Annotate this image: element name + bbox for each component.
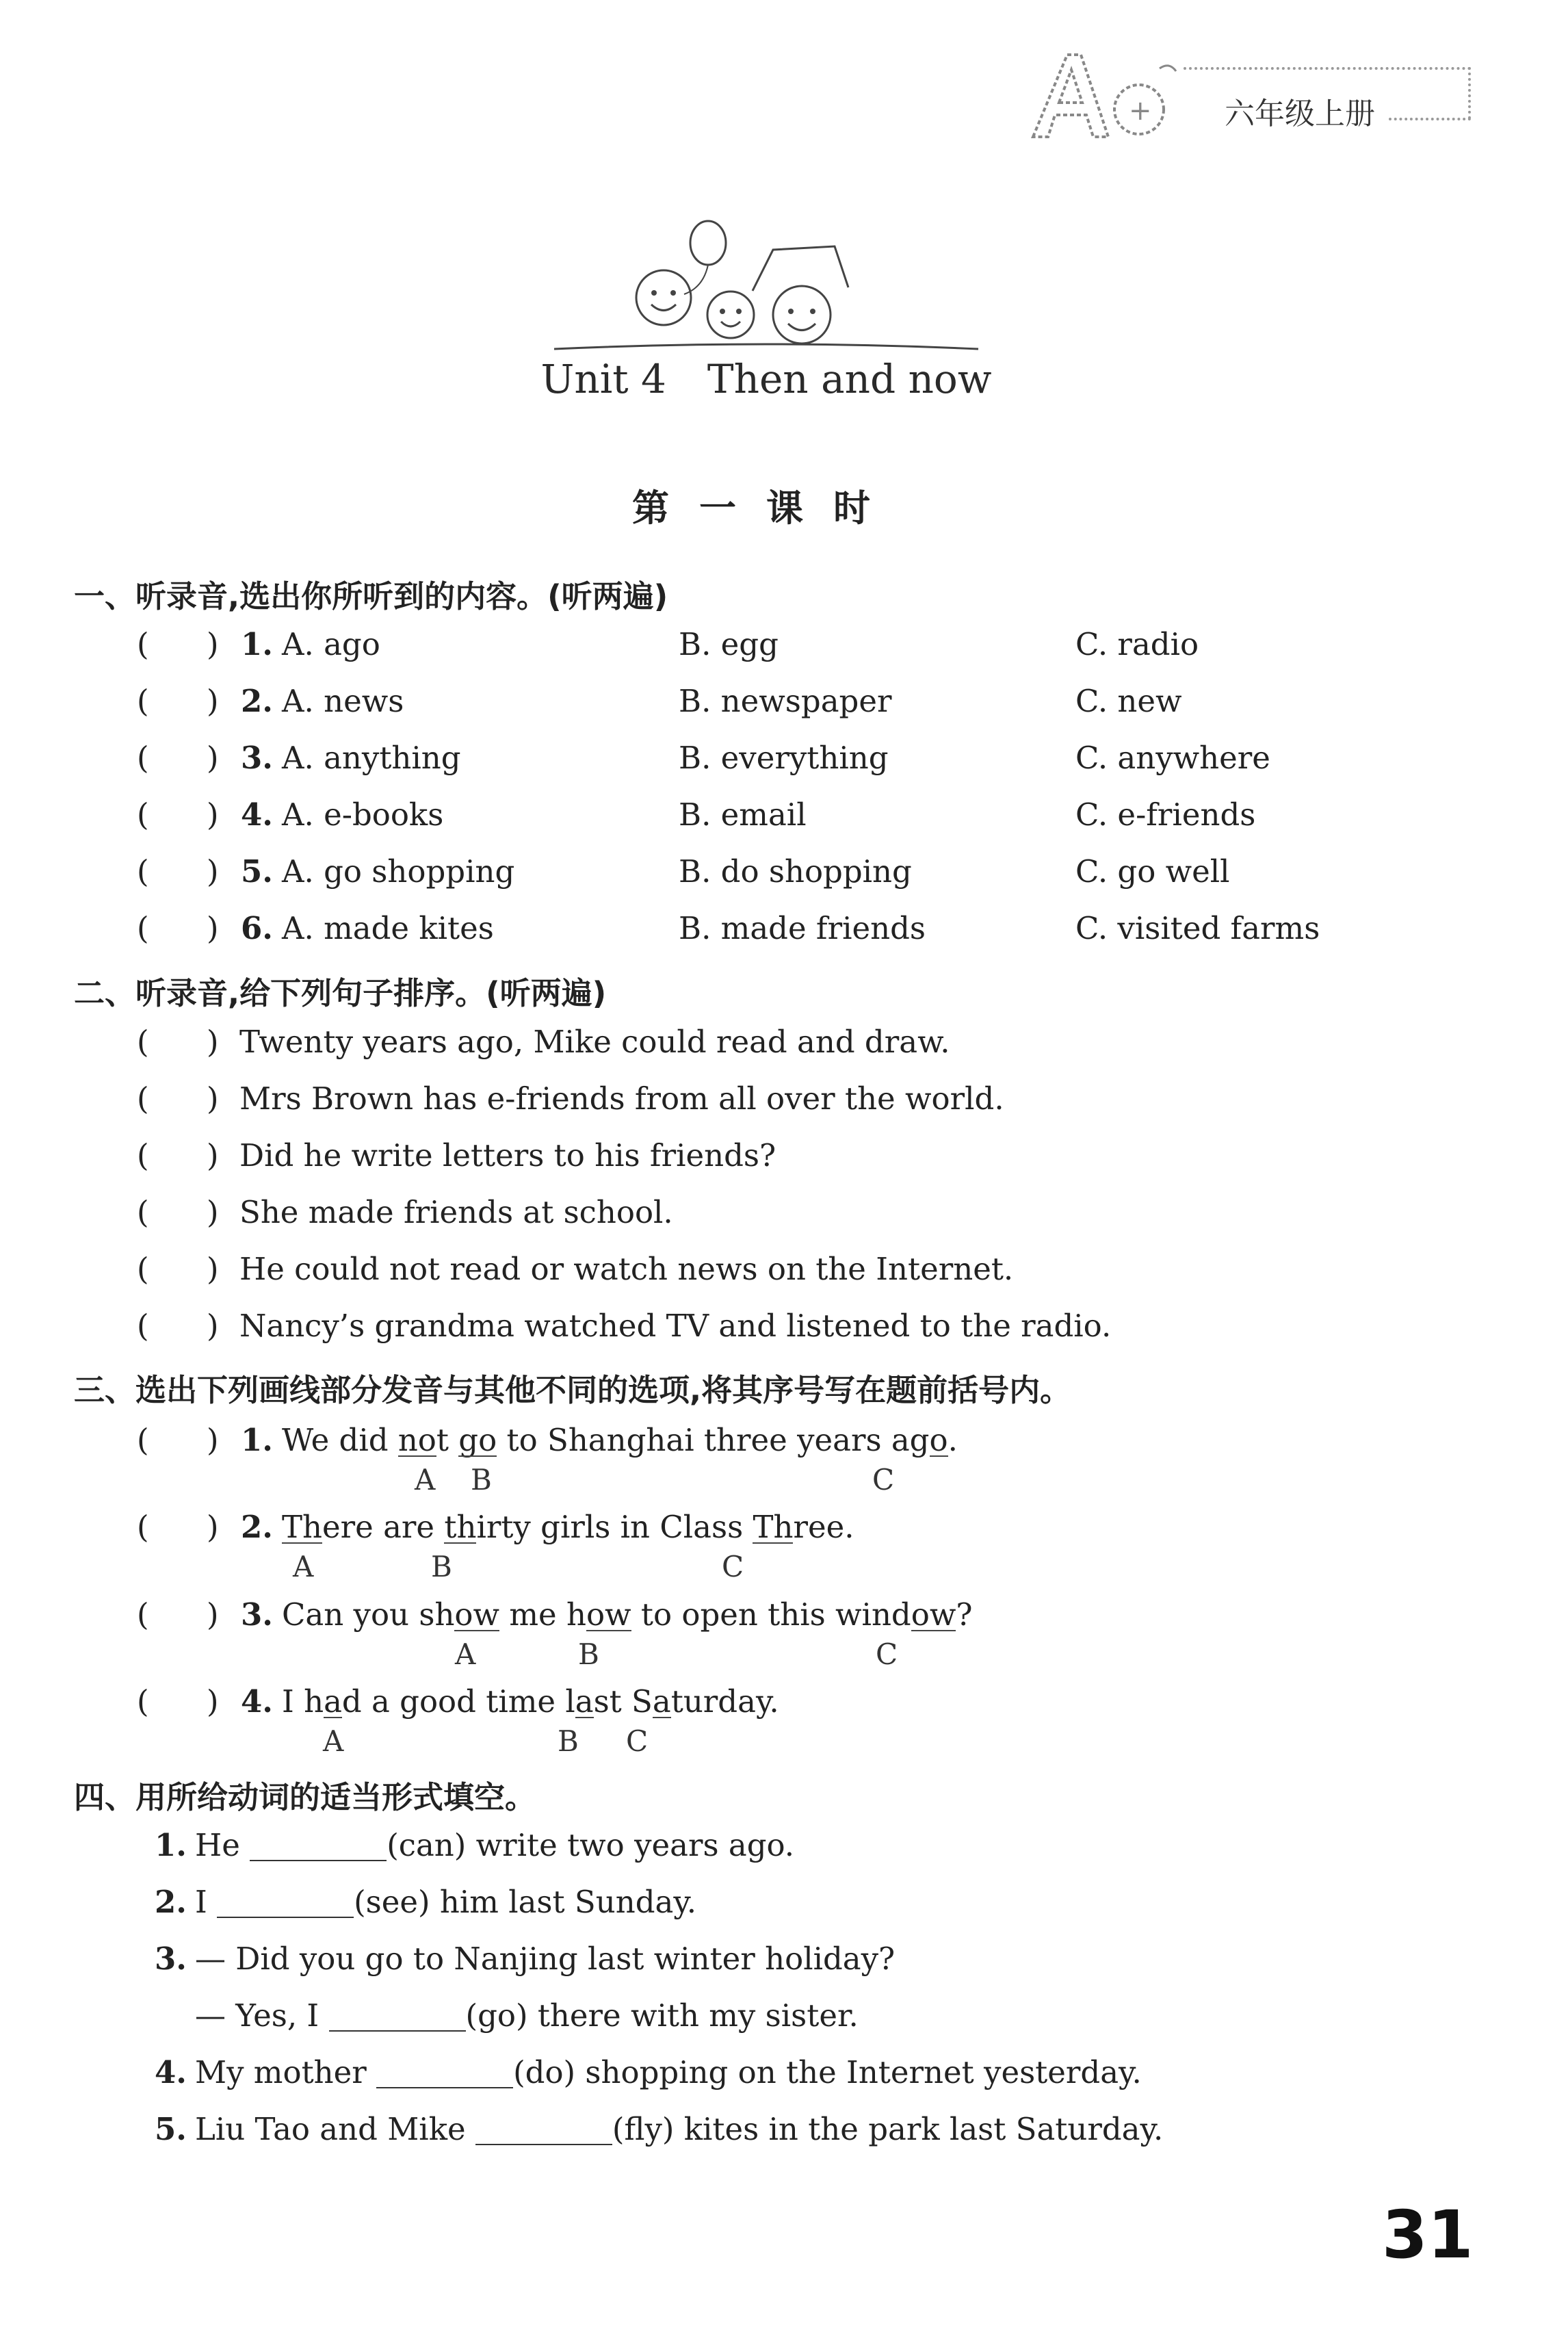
mark-a: A — [455, 1637, 476, 1671]
a-plus-logo-icon — [1019, 41, 1197, 144]
item-number: 4. — [241, 1683, 273, 1720]
answer-paren-close: ) — [207, 1596, 219, 1633]
header-dotted-line — [1468, 67, 1471, 119]
answer-paren-open: ( — [137, 910, 149, 946]
mark-b: B — [431, 1550, 452, 1583]
list-item — [0, 796, 1568, 844]
underlined-part-b: ow — [586, 1596, 631, 1633]
header-dotted-line — [1389, 118, 1471, 120]
list-item — [0, 740, 1568, 788]
sentence: Did he write letters to his friends? — [239, 1137, 776, 1174]
option-c: C. go well — [1075, 853, 1230, 890]
answer-paren-close: ) — [207, 1024, 219, 1060]
list-item — [0, 1683, 1568, 1731]
section-1-heading: 一、听录音,选出你所听到的内容。(听两遍) — [74, 578, 668, 614]
svg-text:+: + — [1129, 95, 1152, 127]
item-number: 2. — [241, 1509, 273, 1545]
list-item — [0, 1997, 1568, 2045]
underlined-part-b: go — [458, 1422, 497, 1458]
question-sentence: We did not go to Shanghai three years ago. — [282, 1422, 958, 1458]
list-item — [0, 1827, 1568, 1875]
list-item — [0, 1137, 1568, 1185]
fill-sentence: He (can) write two years ago. — [195, 1827, 795, 1863]
answer-paren-open: ( — [137, 1251, 149, 1287]
fill-sentence: My mother (do) shopping on the Internet yesterday. — [195, 2054, 1142, 2090]
section-2-heading: 二、听录音,给下列句子排序。(听两遍) — [74, 975, 607, 1011]
item-number: 3. — [241, 740, 273, 776]
underlined-part-c: a — [652, 1683, 671, 1720]
underlined-part-c: o — [929, 1422, 948, 1458]
unit-title — [0, 356, 1532, 402]
option-a: A. ago — [282, 626, 380, 662]
answer-paren-open: ( — [137, 1194, 149, 1230]
option-a: A. go shopping — [282, 853, 515, 890]
list-item — [0, 1941, 1568, 1988]
mark-c: C — [876, 1637, 898, 1671]
answer-paren-open: ( — [137, 796, 149, 833]
answer-paren-close: ) — [207, 1194, 219, 1230]
answer-paren-open: ( — [137, 683, 149, 719]
answer-blank[interactable] — [475, 2115, 612, 2145]
header-dotted-line — [1184, 67, 1471, 70]
list-item — [0, 683, 1568, 731]
answer-paren-close: ) — [207, 1080, 219, 1117]
option-a: A. made kites — [282, 910, 494, 946]
option-c: C. new — [1075, 683, 1182, 719]
fill-sentence: — Yes, I (go) there with my sister. — [195, 1997, 859, 2034]
answer-paren-open: ( — [137, 1080, 149, 1117]
underlined-part-a: no — [397, 1422, 436, 1458]
question-sentence: There are thirty girls in Class Three. — [282, 1509, 854, 1545]
underlined-part-a: Th — [282, 1509, 322, 1545]
section-4-heading: 四、用所给动词的适当形式填空。 — [74, 1779, 536, 1815]
list-item — [0, 853, 1568, 901]
list-item — [0, 1080, 1568, 1128]
item-number: 4. — [241, 796, 273, 833]
mark-b: B — [558, 1724, 579, 1758]
answer-paren-close: ) — [207, 1137, 219, 1174]
answer-paren-open: ( — [137, 740, 149, 776]
underlined-part-c: Th — [753, 1509, 794, 1545]
answer-paren-open: ( — [137, 1308, 149, 1344]
underlined-part-a: a — [324, 1683, 342, 1720]
answer-paren-close: ) — [207, 853, 219, 890]
list-item — [0, 626, 1568, 674]
option-b: B. email — [679, 796, 807, 833]
answer-paren-close: ) — [207, 740, 219, 776]
item-number: 2. — [155, 1884, 187, 1920]
answer-paren-close: ) — [207, 626, 219, 662]
option-b: B. egg — [679, 626, 779, 662]
item-number: 1. — [241, 626, 273, 662]
list-item — [0, 1596, 1568, 1644]
fill-sentence: Liu Tao and Mike (fly) kites in the park last Saturday. — [195, 2111, 1164, 2147]
question-sentence: I had a good time last Saturday. — [282, 1683, 779, 1720]
answer-paren-close: ) — [207, 1308, 219, 1344]
sentence: She made friends at school. — [239, 1194, 673, 1230]
option-b: B. everything — [679, 740, 889, 776]
answer-paren-close: ) — [207, 796, 219, 833]
page-number: 31 — [1382, 2197, 1474, 2273]
mark-c: C — [872, 1463, 895, 1497]
option-b: B. made friends — [679, 910, 926, 946]
mark-a: A — [293, 1550, 314, 1583]
grade-label: 六年级上册 — [1225, 96, 1375, 131]
answer-paren-open: ( — [137, 1683, 149, 1720]
answer-paren-open: ( — [137, 1509, 149, 1545]
answer-blank[interactable] — [376, 2058, 513, 2088]
fill-sentence: — Did you go to Nanjing last winter holiday? — [195, 1941, 896, 1977]
option-a: A. anything — [282, 740, 461, 776]
answer-paren-open: ( — [137, 626, 149, 662]
answer-paren-open: ( — [137, 1422, 149, 1458]
underlined-part-b: th — [444, 1509, 477, 1545]
mark-a: A — [415, 1463, 436, 1497]
answer-paren-close: ) — [207, 683, 219, 719]
list-item — [0, 1024, 1568, 1072]
list-item — [0, 1509, 1568, 1557]
item-number: 5. — [155, 2111, 187, 2147]
underlined-part-b: a — [575, 1683, 594, 1720]
item-number: 4. — [155, 2054, 187, 2090]
sentence: Mrs Brown has e-friends from all over the world. — [239, 1080, 1004, 1117]
option-c: C. e-friends — [1075, 796, 1256, 833]
option-a: A. e-books — [282, 796, 444, 833]
list-item — [0, 1251, 1568, 1299]
list-item — [0, 1308, 1568, 1356]
answer-paren-close: ) — [207, 1683, 219, 1720]
answer-blank[interactable] — [329, 2001, 466, 2032]
item-number: 1. — [241, 1422, 273, 1458]
sentence: Twenty years ago, Mike could read and draw. — [239, 1024, 950, 1060]
page-header — [1019, 41, 1471, 151]
answer-paren-open: ( — [137, 853, 149, 890]
underlined-part-c: ow — [911, 1596, 956, 1633]
option-c: C. anywhere — [1075, 740, 1270, 776]
list-item — [0, 1422, 1568, 1470]
item-number: 6. — [241, 910, 273, 946]
option-b: B. do shopping — [679, 853, 912, 890]
question-sentence: Can you show me how to open this window? — [282, 1596, 973, 1633]
list-item — [0, 910, 1568, 958]
lesson-title: 第一课时 — [632, 487, 900, 530]
answer-blank[interactable] — [217, 1888, 354, 1918]
item-number: 3. — [241, 1596, 273, 1633]
item-number: 5. — [241, 853, 273, 890]
item-number: 3. — [155, 1941, 187, 1977]
item-number: 2. — [241, 683, 273, 719]
mark-c: C — [626, 1724, 649, 1758]
option-c: C. visited farms — [1075, 910, 1320, 946]
answer-paren-close: ) — [207, 1251, 219, 1287]
item-number: 1. — [155, 1827, 187, 1863]
option-b: B. newspaper — [679, 683, 892, 719]
answer-paren-close: ) — [207, 1509, 219, 1545]
option-c: C. radio — [1075, 626, 1199, 662]
sentence: Nancy’s grandma watched TV and listened to the radio. — [239, 1308, 1112, 1344]
fill-sentence: I (see) him last Sunday. — [195, 1884, 697, 1920]
answer-paren-close: ) — [207, 1422, 219, 1458]
sentence: He could not read or watch news on the Internet. — [239, 1251, 1014, 1287]
unit-name: Then and now — [707, 356, 992, 402]
answer-blank[interactable] — [250, 1831, 387, 1861]
answer-paren-open: ( — [137, 1137, 149, 1174]
mark-b: B — [578, 1637, 599, 1671]
answer-paren-open: ( — [137, 1024, 149, 1060]
answer-paren-close: ) — [207, 910, 219, 946]
mark-c: C — [722, 1550, 744, 1583]
list-item — [0, 1884, 1568, 1932]
mark-a: A — [323, 1724, 344, 1758]
section-3-heading: 三、选出下列画线部分发音与其他不同的选项,将其序号写在题前括号内。 — [74, 1372, 1071, 1408]
list-item — [0, 2054, 1568, 2102]
unit-number: Unit 4 — [540, 356, 666, 402]
children-illustration-icon — [547, 212, 985, 356]
mark-b: B — [471, 1463, 492, 1497]
list-item — [0, 2111, 1568, 2159]
underlined-part-a: ow — [454, 1596, 500, 1633]
list-item — [0, 1194, 1568, 1242]
answer-paren-open: ( — [137, 1596, 149, 1633]
option-a: A. news — [282, 683, 404, 719]
